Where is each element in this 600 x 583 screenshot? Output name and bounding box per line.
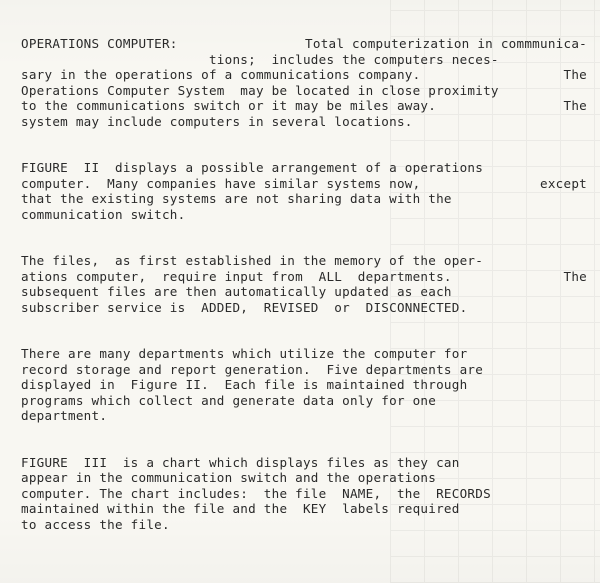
text-segment: There are many departments which utilize the computer for — [21, 346, 468, 361]
text-line — [21, 362, 587, 378]
text-line — [21, 83, 587, 99]
text-line — [21, 176, 587, 192]
text-segment: maintained within the file and the KEY labels required — [21, 501, 460, 516]
text-segment: Total computerization in commmunica- — [305, 36, 587, 51]
text-segment: The files, as first established in the memory of the oper- — [21, 253, 484, 268]
text-line — [21, 269, 587, 285]
text-line — [21, 486, 587, 502]
text-segment: sary in the operations of a communications company. — [21, 67, 421, 82]
text-segment: The — [563, 268, 587, 284]
text-segment: ations computer, require input from ALL departments. — [21, 268, 452, 284]
text-segment: appear in the communication switch and the operations — [21, 470, 437, 485]
text-segment: subsequent files are then automatically updated as each — [21, 284, 452, 299]
text-segment: displayed in Figure II. Each file is maintained through — [21, 377, 468, 392]
text-line — [21, 284, 587, 300]
paragraph-gap — [21, 315, 587, 346]
paragraph — [21, 455, 587, 533]
text-segment: OPERATIONS COMPUTER: — [21, 36, 178, 51]
text-line — [21, 346, 587, 362]
paragraph — [21, 160, 587, 222]
text-segment: to the communications switch or it may be miles away. — [21, 98, 437, 113]
paragraph-gap — [21, 424, 587, 455]
text-segment: The — [563, 67, 587, 82]
text-line: tions; includes the computers neces- — [21, 51, 499, 67]
text-segment: except — [540, 175, 587, 191]
text-segment: The — [563, 98, 587, 113]
text-line: communication switch. — [21, 206, 186, 222]
paragraph-gap — [21, 129, 587, 160]
text-line — [21, 455, 587, 471]
text-line — [21, 98, 587, 114]
paragraph — [21, 253, 587, 315]
text-segment: computer. The chart includes: the file NAME, the RECORDS — [21, 485, 491, 501]
text-line — [21, 470, 587, 486]
document-body — [21, 36, 587, 532]
text-line: system may include computers in several locations. — [21, 113, 413, 129]
text-line — [21, 393, 587, 409]
text-line — [21, 377, 587, 393]
text-segment: programs which collect and generate data only for one — [21, 392, 437, 408]
paragraph-gap — [21, 222, 587, 253]
paragraph — [21, 36, 587, 129]
text-segment: FIGURE II displays a possible arrangement of a operations — [21, 160, 484, 175]
text-segment: that the existing systems are not sharing data with the — [21, 191, 452, 206]
text-line — [21, 191, 587, 207]
text-line — [21, 253, 587, 269]
text-line — [21, 501, 587, 517]
text-segment: computer. Many companies have similar systems now, — [21, 175, 421, 191]
text-line — [21, 67, 587, 83]
text-line: to access the file. — [21, 516, 170, 532]
text-segment: FIGURE III is a chart which displays files as they can — [21, 454, 460, 470]
text-line — [21, 36, 587, 52]
text-line — [21, 160, 587, 176]
text-segment: Operations Computer System may be located in close proximity — [21, 82, 499, 98]
text-segment: record storage and report generation. Five departments are — [21, 361, 484, 377]
paragraph — [21, 346, 587, 424]
text-line: department. — [21, 408, 108, 423]
text-line: subscriber service is ADDED, REVISED or DISCONNECTED. — [21, 299, 468, 315]
